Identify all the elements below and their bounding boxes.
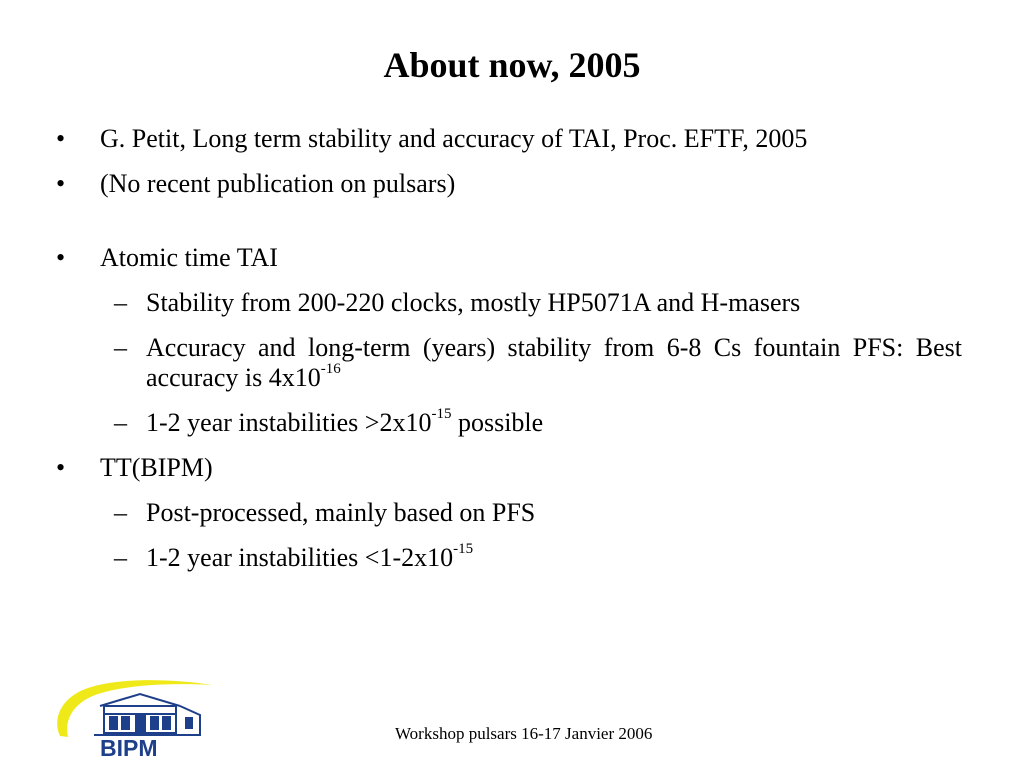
bullet-marker: • [56, 169, 66, 198]
sub-bullet-tai-instabilities [56, 408, 962, 438]
sub-bullet-accuracy [56, 333, 962, 393]
bullet-item-atomic-time-tai [56, 243, 962, 273]
sub-bullet-text-suffix: possible [451, 408, 544, 437]
bullet-item-reference [56, 124, 962, 154]
sub-bullet-marker: – [114, 333, 127, 362]
sub-bullet-text: Stability from 200-220 clocks, mostly HP5071A and H-masers [146, 288, 801, 317]
sub-bullet-text: 1-2 year instabilities <1-2x10 [146, 543, 454, 572]
sub-bullet-marker: – [114, 498, 127, 527]
bullet-marker: • [56, 243, 66, 272]
sub-bullet-text: Post-processed, mainly based on PFS [146, 498, 536, 527]
slide-title: About now, 2005 [383, 45, 641, 85]
bullet-list [56, 124, 962, 588]
sub-bullet-text: 1-2 year instabilities >2x10 [146, 408, 432, 437]
bipm-logo [52, 676, 222, 768]
sub-bullet-post-processed [56, 498, 962, 528]
superscript: -15 [431, 406, 452, 423]
bullet-text: G. Petit, Long term stability and accuracy of TAI, Proc. EFTF, 2005 [100, 124, 808, 153]
sub-bullet-marker: – [114, 543, 127, 572]
sub-bullet-marker: – [114, 288, 127, 317]
sub-bullet-tt-instabilities [56, 543, 962, 573]
building-icon [94, 694, 200, 735]
slide-footer: Workshop pulsars 16-17 Janvier 2006 [395, 724, 653, 743]
bullet-text: Atomic time TAI [100, 243, 278, 272]
bullet-marker: • [56, 453, 66, 482]
superscript: -15 [453, 541, 474, 558]
bullet-item-no-recent-publication [56, 169, 962, 199]
superscript: -16 [320, 361, 341, 378]
bipm-logo-graphic [52, 676, 222, 768]
sub-bullet-stability [56, 288, 962, 318]
bullet-text: (No recent publication on pulsars) [100, 169, 456, 198]
bullet-text: TT(BIPM) [100, 453, 213, 482]
sub-bullet-marker: – [114, 408, 127, 437]
sub-bullet-text: Accuracy and long-term (years) stability from 6-8 Cs fountain PFS: Best accuracy is 4x10 [146, 333, 962, 392]
bullet-item-tt-bipm [56, 453, 962, 483]
logo-text: BIPM [100, 735, 158, 761]
bullet-marker: • [56, 124, 66, 153]
